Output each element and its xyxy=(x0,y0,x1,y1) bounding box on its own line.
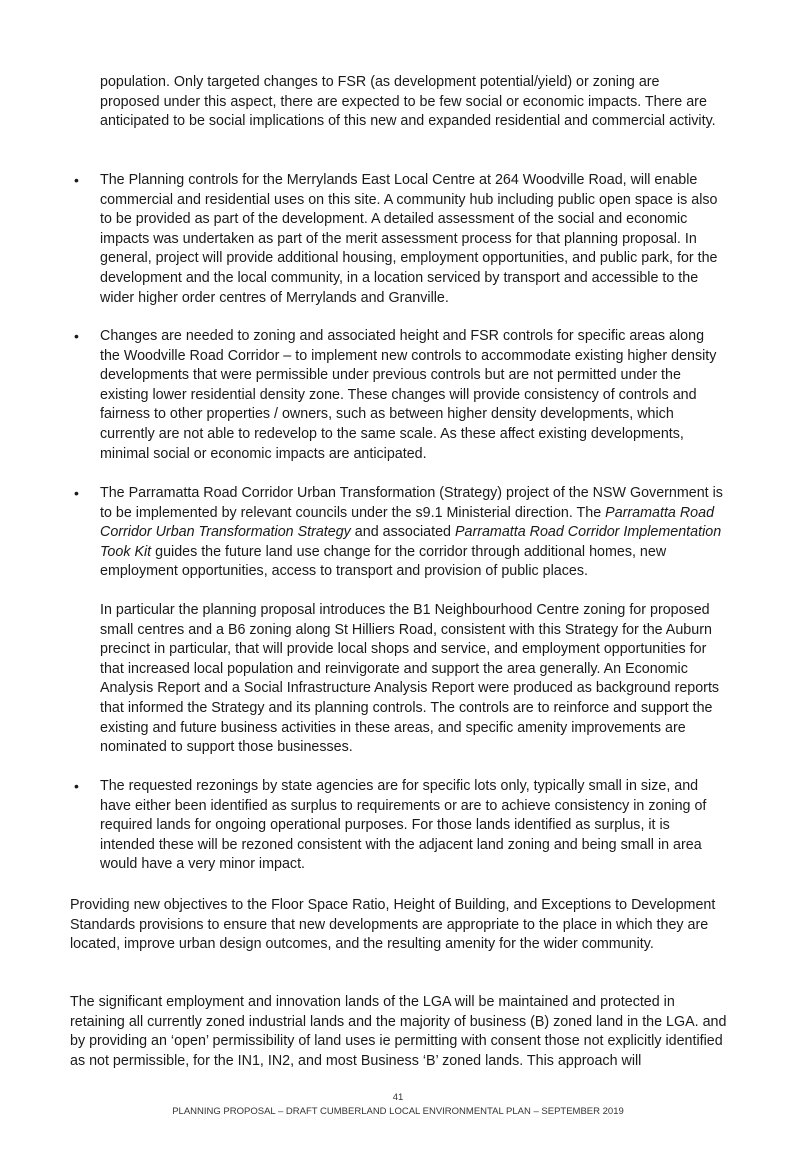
continuation-paragraph: population. Only targeted changes to FSR (as development potential/yield) or zoning are proposed under this aspect, there are expected to be few social or economic impacts. There are anticipated to be social implications of this new and expanded residential and commercial activity. xyxy=(100,74,716,130)
bullet-item xyxy=(74,484,726,582)
footer-title: PLANNING PROPOSAL – DRAFT CUMBERLAND LOCAL ENVIRONMENTAL PLAN – SEPTEMBER 2019 xyxy=(172,1106,624,1117)
bullet-item xyxy=(74,327,726,464)
body-paragraph: The significant employment and innovation lands of the LGA will be maintained and protected in retaining all currently zoned industrial lands and the majority of business (B) zoned land in the LGA. and by providing an ‘open’ permissibility of land uses ie permitting with consent those not explicitly identified as not permissible, for the IN1, IN2, and most Business ‘B’ zoned lands. This approach will xyxy=(70,994,727,1069)
bullet-text-part: and associated xyxy=(350,524,455,541)
bullet-item xyxy=(74,171,726,308)
bullet-item xyxy=(74,777,726,875)
bullet-text xyxy=(100,484,726,582)
bullet-text: The requested rezonings by state agencies are for specific lots only, typically small in size, and have either been identified as surplus to requirements or are to achieve consistency in zoning of required lands for ongoing operational purposes. For those lands identified as surplus, it is intended these will be rezoned consistent with the adjacent land zoning and being small in area would have a very minor impact. xyxy=(100,778,707,873)
bullet-text: Changes are needed to zoning and associated height and FSR controls for specific areas along the Woodville Road Corridor – to implement new controls to accommodate existing higher density developments that were permissible under previous controls but are not permitted under the existing lower residential density zone. These changes will provide consistency of controls and fairness to other properties / owners, such as between higher density developments, which currently are not able to redevelop to the same scale. As these affect existing developments, minimal social or economic impacts are anticipated. xyxy=(100,328,717,462)
page-number: 41 xyxy=(392,1092,404,1103)
strategy-title-italic: Parramatta Road Corridor Urban Transformation Strategy xyxy=(100,504,715,541)
bullet-sub-paragraph: In particular the planning proposal introduces the B1 Neighbourhood Centre zoning for proposed small centres and a B6 zoning along St Hilliers Road, consistent with this Strategy for the Auburn precinct in particular, that will provide local shops and service, and employment opportunities for that increased local population and reinvigorate and support the area generally. An Economic Analysis Report and a Social Infrastructure Analysis Report were produced as background reports that informed the Strategy and its planning controls. The controls are to reinforce and support the existing and future business activities in these areas, and specific amenity improvements are nominated to support those businesses. xyxy=(100,602,720,756)
body-paragraph: Providing new objectives to the Floor Space Ratio, Height of Building, and Exceptions to Development Standards provisions to ensure that new developments are appropriate to the place in which they are located, improve urban design outcomes, and the resulting amenity for the wider community. xyxy=(70,897,716,953)
toolkit-title-italic: Parramatta Road Corridor Implementation Took Kit xyxy=(100,524,722,560)
bullet-dot: • xyxy=(74,778,79,794)
bullet-text-part: The Parramatta Road Corridor Urban Transformation (Strategy) project of the NSW Government is to be implemented by relevant councils under the s9.1 Ministerial direction. The xyxy=(100,485,723,521)
bullet-dot: • xyxy=(74,328,79,344)
bullet-dot: • xyxy=(74,172,79,188)
bullet-dot: • xyxy=(74,485,79,501)
bullet-text-part: guides the future land use change for the corridor through additional homes, new employment opportunities, access to transport and provision of public places. xyxy=(100,543,667,580)
bullet-text: The Planning controls for the Merrylands East Local Centre at 264 Woodville Road, will enable commercial and residential uses on this site. A community hub including public open space is also to be provided as part of the development. A detailed assessment of the social and economic impacts was undertaken as part of the merit assessment process for that planning proposal. In general, project will provide additional housing, employment opportunities, and public park, for the development and the local community, in a location serviced by transport and accessible to the wider higher order centres of Merrylands and Granville. xyxy=(100,172,718,306)
